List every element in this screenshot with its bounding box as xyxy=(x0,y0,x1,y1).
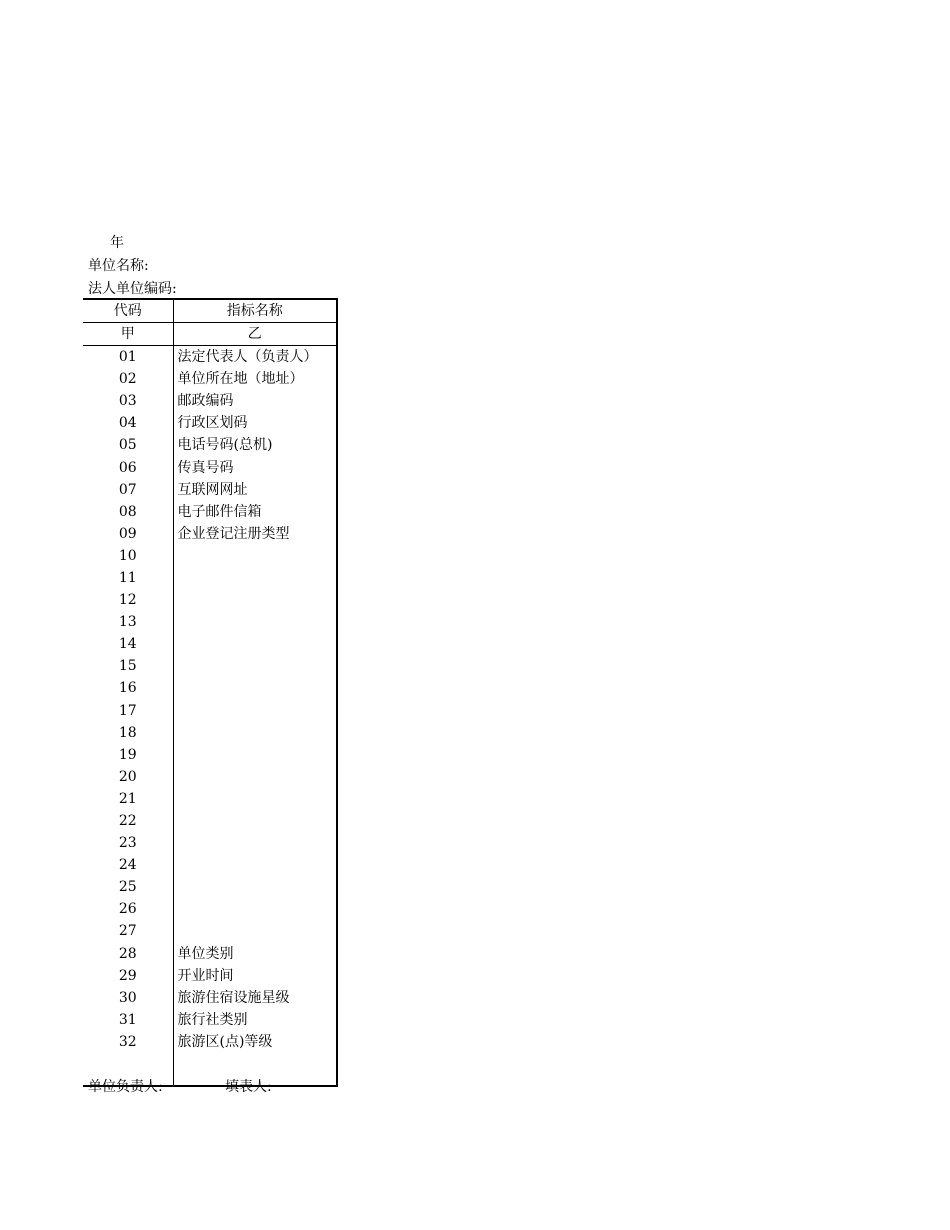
table-row xyxy=(83,412,337,434)
row-indicator-name: 旅行社类别 xyxy=(173,1009,337,1031)
unit-head-signature-label: 单位负责人: xyxy=(88,1079,163,1095)
row-indicator-name xyxy=(173,832,337,854)
table-row xyxy=(83,1031,337,1053)
row-code: 18 xyxy=(83,722,173,744)
row-code: 31 xyxy=(83,1009,173,1031)
table-row xyxy=(83,501,337,523)
row-code: 14 xyxy=(83,633,173,655)
row-indicator-name xyxy=(173,589,337,611)
row-code: 06 xyxy=(83,456,173,478)
table-row xyxy=(83,943,337,965)
row-indicator-name xyxy=(173,633,337,655)
row-code: 26 xyxy=(83,898,173,920)
row-indicator-name: 单位类别 xyxy=(173,943,337,965)
row-code: 03 xyxy=(83,390,173,412)
row-indicator-name: 旅游住宿设施星级 xyxy=(173,987,337,1009)
row-code: 15 xyxy=(83,655,173,677)
subcolumn-header-code: 甲 xyxy=(83,323,173,346)
table-row xyxy=(83,567,337,589)
table-row xyxy=(83,1009,337,1031)
row-code: 11 xyxy=(83,567,173,589)
table-row xyxy=(83,722,337,744)
row-code: 16 xyxy=(83,677,173,699)
table-row xyxy=(83,633,337,655)
table-row xyxy=(83,390,337,412)
row-indicator-name: 旅游区(点)等级 xyxy=(173,1031,337,1053)
row-code: 23 xyxy=(83,832,173,854)
row-indicator-name: 电话号码(总机) xyxy=(173,434,337,456)
table-body xyxy=(83,346,337,1087)
row-code: 01 xyxy=(83,346,173,369)
row-indicator-name: 传真号码 xyxy=(173,456,337,478)
table-row xyxy=(83,346,337,369)
table-row xyxy=(83,368,337,390)
year-label: 年 xyxy=(110,235,124,251)
table-row xyxy=(83,810,337,832)
column-header-name: 指标名称 xyxy=(173,299,337,323)
row-code: 28 xyxy=(83,943,173,965)
row-code: 12 xyxy=(83,589,173,611)
row-indicator-name xyxy=(173,766,337,788)
table-row xyxy=(83,611,337,633)
table-row xyxy=(83,744,337,766)
row-indicator-name: 行政区划码 xyxy=(173,412,337,434)
row-indicator-name xyxy=(173,788,337,810)
row-code: 17 xyxy=(83,700,173,722)
table-row xyxy=(83,434,337,456)
row-indicator-name: 开业时间 xyxy=(173,965,337,987)
table-row xyxy=(83,700,337,722)
row-indicator-name xyxy=(173,611,337,633)
table-row xyxy=(83,788,337,810)
table-row xyxy=(83,832,337,854)
row-code: 07 xyxy=(83,479,173,501)
table-row xyxy=(83,876,337,898)
table-row xyxy=(83,854,337,876)
table-row xyxy=(83,545,337,567)
row-code: 10 xyxy=(83,545,173,567)
row-code: 20 xyxy=(83,766,173,788)
row-code: 22 xyxy=(83,810,173,832)
row-code: 27 xyxy=(83,920,173,942)
row-indicator-name xyxy=(173,655,337,677)
row-indicator-name: 电子邮件信箱 xyxy=(173,501,337,523)
table-row xyxy=(83,920,337,942)
row-indicator-name xyxy=(173,744,337,766)
row-indicator-name xyxy=(173,920,337,942)
table-row xyxy=(83,987,337,1009)
row-indicator-name xyxy=(173,898,337,920)
column-header-code: 代码 xyxy=(83,299,173,323)
table-row xyxy=(83,898,337,920)
row-indicator-name: 邮政编码 xyxy=(173,390,337,412)
table-subheader-row xyxy=(83,323,337,346)
row-indicator-name xyxy=(173,810,337,832)
row-code: 08 xyxy=(83,501,173,523)
unit-code-label: 法人单位编码: xyxy=(88,281,177,297)
row-code: 24 xyxy=(83,854,173,876)
table-row xyxy=(83,766,337,788)
table-row xyxy=(83,589,337,611)
table-row xyxy=(83,655,337,677)
row-code: 21 xyxy=(83,788,173,810)
table-row xyxy=(83,677,337,699)
row-indicator-name xyxy=(173,876,337,898)
table-row xyxy=(83,479,337,501)
row-indicator-name xyxy=(173,545,337,567)
indicator-table xyxy=(83,298,338,1087)
row-code: 32 xyxy=(83,1031,173,1053)
table-row xyxy=(83,965,337,987)
row-indicator-name: 企业登记注册类型 xyxy=(173,523,337,545)
table-row xyxy=(83,456,337,478)
table-row xyxy=(83,523,337,545)
unit-name-label: 单位名称: xyxy=(88,258,149,274)
row-indicator-name: 互联网网址 xyxy=(173,479,337,501)
row-code: 04 xyxy=(83,412,173,434)
row-code: 19 xyxy=(83,744,173,766)
row-code: 05 xyxy=(83,434,173,456)
row-indicator-name: 单位所在地（地址） xyxy=(173,368,337,390)
row-indicator-name xyxy=(173,677,337,699)
row-indicator-name: 法定代表人（负责人） xyxy=(173,346,337,369)
row-indicator-name xyxy=(173,567,337,589)
form-filler-signature-label: 填表人: xyxy=(225,1079,272,1095)
row-code: 29 xyxy=(83,965,173,987)
row-code: 25 xyxy=(83,876,173,898)
subcolumn-header-name: 乙 xyxy=(173,323,337,346)
row-code: 09 xyxy=(83,523,173,545)
row-indicator-name xyxy=(173,854,337,876)
row-code: 30 xyxy=(83,987,173,1009)
table-header-row xyxy=(83,299,337,323)
row-code: 13 xyxy=(83,611,173,633)
row-indicator-name xyxy=(173,722,337,744)
row-indicator-name xyxy=(173,700,337,722)
row-code: 02 xyxy=(83,368,173,390)
